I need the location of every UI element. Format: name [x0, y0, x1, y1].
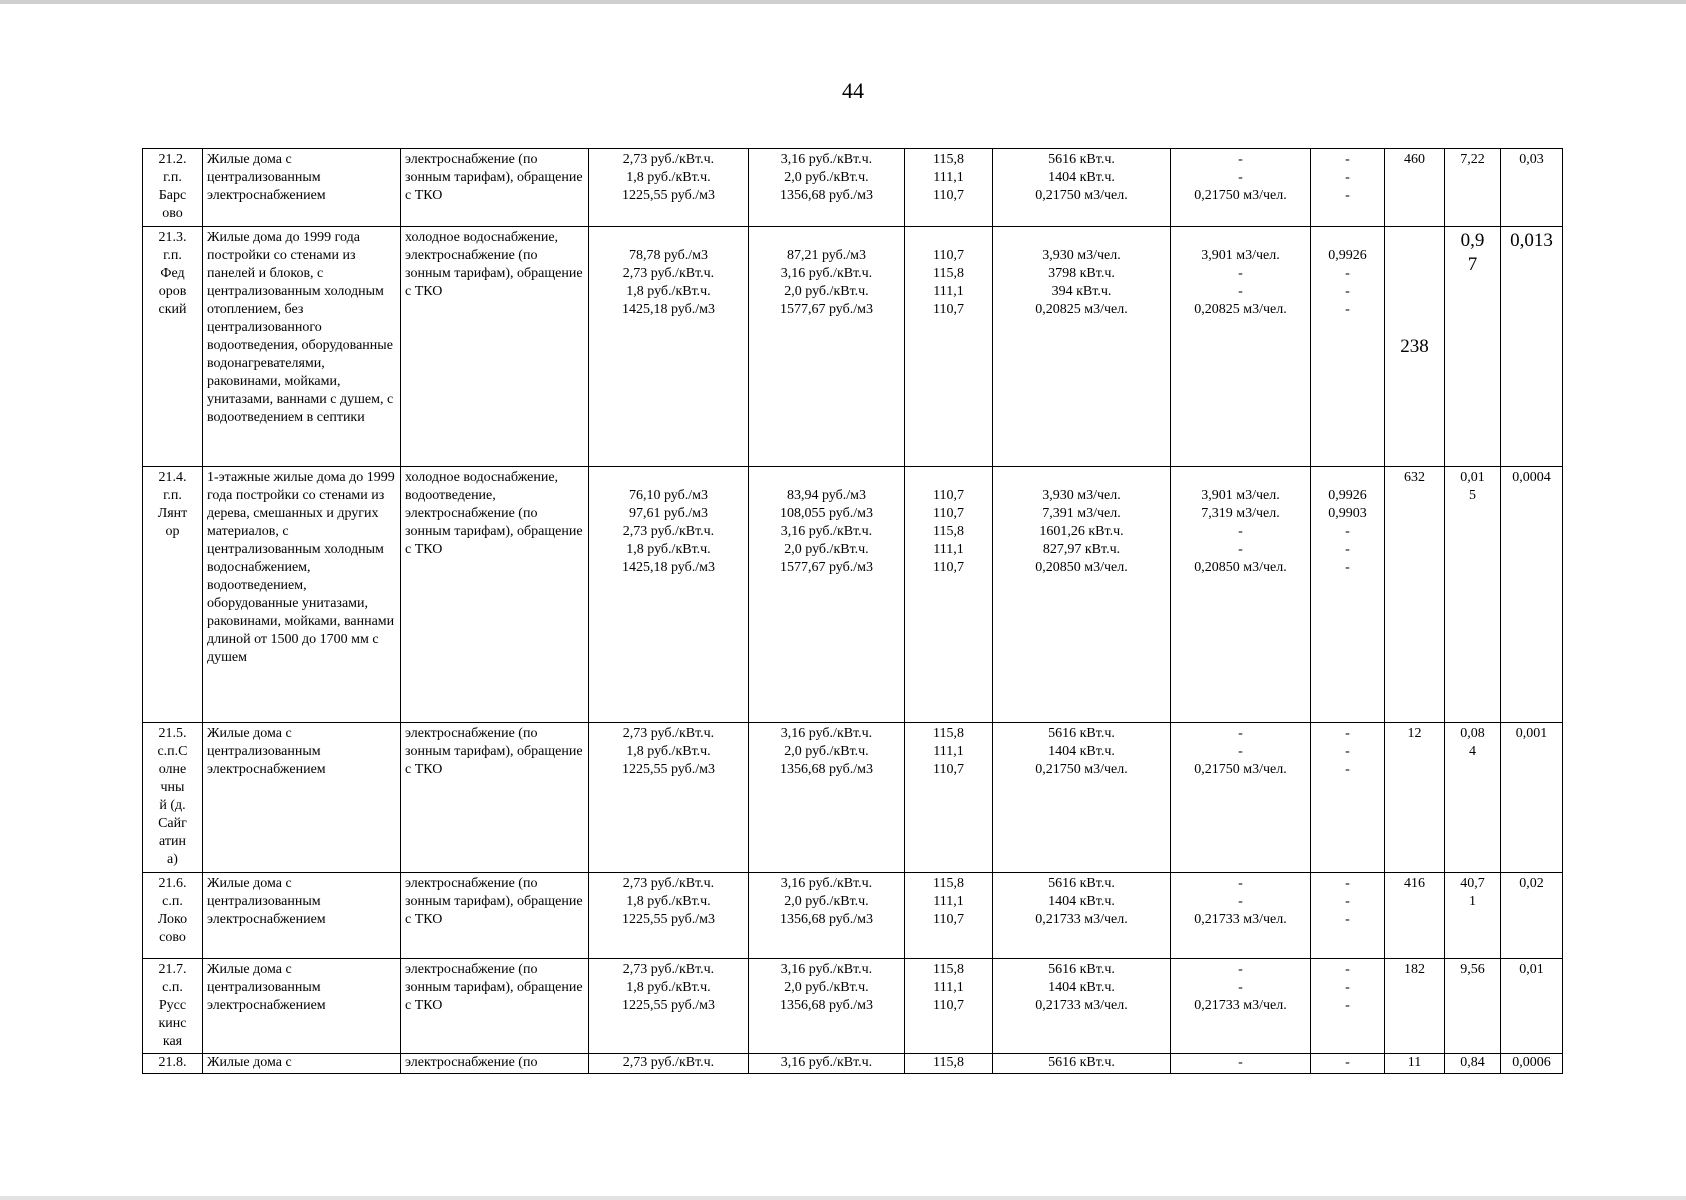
norm-old-cell: 5616 кВт.ч.: [993, 1054, 1171, 1074]
value-cell: 9,56: [1445, 959, 1501, 1054]
tariff-old-cell: 2,73 руб./кВт.ч. 1,8 руб./кВт.ч. 1225,55 руб./м3: [589, 959, 749, 1054]
norm-old-cell: 5616 кВт.ч. 1404 кВт.ч. 0,21750 м3/чел.: [993, 149, 1171, 227]
count-cell: 460: [1385, 149, 1445, 227]
index-cell: 115,8 111,1 110,7: [905, 959, 993, 1054]
housing-description-cell: Жилые дома с централизованным электроснабжением: [203, 723, 401, 873]
norm-new-cell: - - 0,21750 м3/чел.: [1171, 149, 1311, 227]
tariff-new-cell: 3,16 руб./кВт.ч. 2,0 руб./кВт.ч. 1356,68 руб./м3: [749, 149, 905, 227]
services-cell: холодное водоснабжение, водоотведение, электроснабжение (по зонным тарифам), обращение с ТКО: [401, 467, 589, 723]
coefficient-cell: - - -: [1311, 873, 1385, 959]
count-cell: 12: [1385, 723, 1445, 873]
share-cell: 0,01: [1501, 959, 1563, 1054]
count-cell: 182: [1385, 959, 1445, 1054]
tariff-new-cell: 3,16 руб./кВт.ч. 2,0 руб./кВт.ч. 1356,68 руб./м3: [749, 723, 905, 873]
table-row: [143, 959, 1563, 1054]
tariff-new-cell: 3,16 руб./кВт.ч. 2,0 руб./кВт.ч. 1356,68 руб./м3: [749, 873, 905, 959]
scan-edge-bottom: [0, 1196, 1686, 1200]
count-cell: 416: [1385, 873, 1445, 959]
value-cell: 0,84: [1445, 1054, 1501, 1074]
row-number-cell: 21.5. с.п.С олне чны й (д. Сайг атин а): [143, 723, 203, 873]
table-row: [143, 149, 1563, 227]
row-number-cell: 21.3. г.п. Фед оров ский: [143, 227, 203, 467]
tariff-old-cell: 2,73 руб./кВт.ч. 1,8 руб./кВт.ч. 1225,55 руб./м3: [589, 723, 749, 873]
norm-old-cell: 5616 кВт.ч. 1404 кВт.ч. 0,21750 м3/чел.: [993, 723, 1171, 873]
tariff-new-cell: 83,94 руб./м3 108,055 руб./м3 3,16 руб./кВт.ч. 2,0 руб./кВт.ч. 1577,67 руб./м3: [749, 467, 905, 723]
norm-old-cell: 5616 кВт.ч. 1404 кВт.ч. 0,21733 м3/чел.: [993, 873, 1171, 959]
table-row: [143, 227, 1563, 467]
share-cell: 0,0006: [1501, 1054, 1563, 1074]
tariff-old-cell: 2,73 руб./кВт.ч.: [589, 1054, 749, 1074]
coefficient-cell: - - -: [1311, 959, 1385, 1054]
row-number-cell: 21.2. г.п. Барс ово: [143, 149, 203, 227]
housing-description-cell: Жилые дома с: [203, 1054, 401, 1074]
count-cell: 11: [1385, 1054, 1445, 1074]
share-cell: 0,013: [1501, 227, 1563, 467]
coefficient-cell: 0,9926 - - -: [1311, 227, 1385, 467]
tariff-old-cell: 2,73 руб./кВт.ч. 1,8 руб./кВт.ч. 1225,55 руб./м3: [589, 149, 749, 227]
norm-new-cell: - - 0,21733 м3/чел.: [1171, 959, 1311, 1054]
count-cell: 238: [1385, 227, 1445, 467]
tariff-new-cell: 87,21 руб./м3 3,16 руб./кВт.ч. 2,0 руб./кВт.ч. 1577,67 руб./м3: [749, 227, 905, 467]
tariff-old-cell: 2,73 руб./кВт.ч. 1,8 руб./кВт.ч. 1225,55 руб./м3: [589, 873, 749, 959]
table-row: [143, 467, 1563, 723]
value-cell: 40,7 1: [1445, 873, 1501, 959]
norm-new-cell: - - 0,21750 м3/чел.: [1171, 723, 1311, 873]
norm-new-cell: - - 0,21733 м3/чел.: [1171, 873, 1311, 959]
tariff-old-cell: 76,10 руб./м3 97,61 руб./м3 2,73 руб./кВт.ч. 1,8 руб./кВт.ч. 1425,18 руб./м3: [589, 467, 749, 723]
count-cell: 632: [1385, 467, 1445, 723]
services-cell: электроснабжение (по зонным тарифам), обращение с ТКО: [401, 149, 589, 227]
row-number-cell: 21.8.: [143, 1054, 203, 1074]
tariff-new-cell: 3,16 руб./кВт.ч. 2,0 руб./кВт.ч. 1356,68 руб./м3: [749, 959, 905, 1054]
index-cell: 110,7 115,8 111,1 110,7: [905, 227, 993, 467]
share-cell: 0,0004: [1501, 467, 1563, 723]
scan-edge-top: [0, 0, 1686, 4]
coefficient-cell: 0,9926 0,9903 - - -: [1311, 467, 1385, 723]
services-cell: электроснабжение (по зонным тарифам), обращение с ТКО: [401, 723, 589, 873]
coefficient-cell: - - -: [1311, 149, 1385, 227]
value-cell: 0,9 7: [1445, 227, 1501, 467]
services-cell: холодное водоснабжение, электроснабжение (по зонным тарифам), обращение с ТКО: [401, 227, 589, 467]
index-cell: 115,8: [905, 1054, 993, 1074]
table-row: [143, 873, 1563, 959]
share-cell: 0,001: [1501, 723, 1563, 873]
norm-old-cell: 3,930 м3/чел. 7,391 м3/чел. 1601,26 кВт.ч. 827,97 кВт.ч. 0,20850 м3/чел.: [993, 467, 1171, 723]
housing-description-cell: Жилые дома до 1999 года постройки со стенами из панелей и блоков, с централизованным холодным отоплением, без централизованного водоотведения, оборудованные водонагревателями, раковинами, мойками, унитазами, ваннами с душем, с водоотведением в септики: [203, 227, 401, 467]
share-cell: 0,03: [1501, 149, 1563, 227]
value-cell: 0,08 4: [1445, 723, 1501, 873]
housing-description-cell: Жилые дома с централизованным электроснабжением: [203, 873, 401, 959]
page-number: 44: [842, 78, 864, 103]
norm-new-cell: 3,901 м3/чел. 7,319 м3/чел. - - 0,20850 м3/чел.: [1171, 467, 1311, 723]
value-cell: 0,01 5: [1445, 467, 1501, 723]
services-cell: электроснабжение (по зонным тарифам), обращение с ТКО: [401, 873, 589, 959]
norm-old-cell: 3,930 м3/чел. 3798 кВт.ч. 394 кВт.ч. 0,20825 м3/чел.: [993, 227, 1171, 467]
tariff-new-cell: 3,16 руб./кВт.ч.: [749, 1054, 905, 1074]
norm-new-cell: -: [1171, 1054, 1311, 1074]
value-cell: 7,22: [1445, 149, 1501, 227]
row-number-cell: 21.6. с.п. Локо сово: [143, 873, 203, 959]
norm-old-cell: 5616 кВт.ч. 1404 кВт.ч. 0,21733 м3/чел.: [993, 959, 1171, 1054]
share-cell: 0,02: [1501, 873, 1563, 959]
index-cell: 115,8 111,1 110,7: [905, 149, 993, 227]
housing-description-cell: Жилые дома с централизованным электроснабжением: [203, 149, 401, 227]
index-cell: 115,8 111,1 110,7: [905, 873, 993, 959]
index-cell: 110,7 110,7 115,8 111,1 110,7: [905, 467, 993, 723]
row-number-cell: 21.4. г.п. Лянт ор: [143, 467, 203, 723]
index-cell: 115,8 111,1 110,7: [905, 723, 993, 873]
coefficient-cell: -: [1311, 1054, 1385, 1074]
table-row: [143, 1054, 1563, 1074]
services-cell: электроснабжение (по: [401, 1054, 589, 1074]
housing-description-cell: Жилые дома с централизованным электроснабжением: [203, 959, 401, 1054]
services-cell: электроснабжение (по зонным тарифам), обращение с ТКО: [401, 959, 589, 1054]
tariff-table: [142, 148, 1563, 1074]
coefficient-cell: - - -: [1311, 723, 1385, 873]
table-row: [143, 723, 1563, 873]
housing-description-cell: 1-этажные жилые дома до 1999 года постройки со стенами из дерева, смешанных и других материалов, с централизованным холодным водоснабжением, водоотведением, оборудованные унитазами, раковинами, мойками, ваннами длиной от 1500 до 1700 мм с душем: [203, 467, 401, 723]
norm-new-cell: 3,901 м3/чел. - - 0,20825 м3/чел.: [1171, 227, 1311, 467]
tariff-old-cell: 78,78 руб./м3 2,73 руб./кВт.ч. 1,8 руб./кВт.ч. 1425,18 руб./м3: [589, 227, 749, 467]
row-number-cell: 21.7. с.п. Русс кинс кая: [143, 959, 203, 1054]
